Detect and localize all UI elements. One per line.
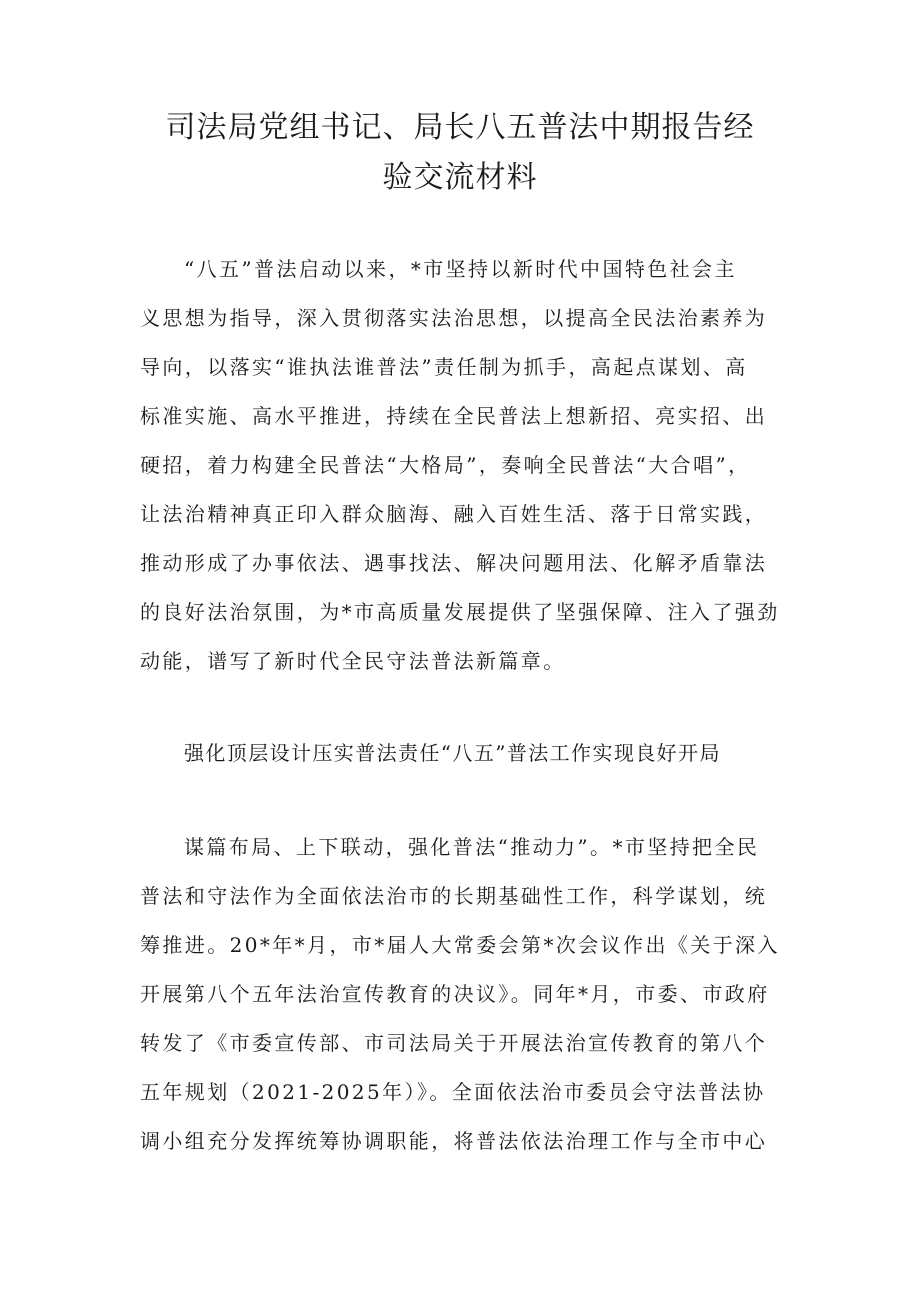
paragraph-2-line-7: 调小组充分发挥统筹协调职能，将普法依法治理工作与全市中心 [140,1129,768,1153]
paragraph-1-line-2: 义思想为指导，深入贯彻落实法治思想，以提高全民法治素养为 [140,306,768,330]
document-title-line-2: 验交流材料 [382,160,538,195]
paragraph-2-line-3: 筹推进。20*年*月，市*届人大常委会第*次会议作出《关于深入 [140,933,780,957]
paragraph-1-line-6: 让法治精神真正印入群众脑海、融入百姓生活、落于日常实践， [140,502,768,526]
paragraph-1-line-7: 推动形成了办事依法、遇事找法、解决问题用法、化解矛盾靠法 [140,551,768,575]
paragraph-2-line-6: 五年规划（2021-2025年）》。全面依法治市委员会守法普法协 [140,1080,766,1104]
paragraph-1-line-1: “八五”普法启动以来，*市坚持以新时代中国特色社会主 [184,257,737,281]
section-heading: 强化顶层设计压实普法责任“八五”普法工作实现良好开局 [184,741,721,765]
paragraph-1-line-4: 标准实施、高水平推进，持续在全民普法上想新招、亮实招、出 [140,404,768,428]
paragraph-2-line-2: 普法和守法作为全面依法治市的长期基础性工作，科学谋划，统 [140,884,768,908]
paragraph-1-line-5: 硬招，着力构建全民普法“大格局”，奏响全民普法“大合唱”， [140,453,751,477]
paragraph-1-line-9: 动能，谱写了新时代全民守法普法新篇章。 [140,649,566,673]
document-title-line-1: 司法局党组书记、局长八五普法中期报告经 [165,110,755,145]
paragraph-1-line-8: 的良好法治氛围，为*市高质量发展提供了坚强保障、注入了强劲 [140,600,780,624]
paragraph-2-line-4: 开展第八个五年法治宣传教育的决议》。同年*月，市委、市政府 [140,982,770,1006]
paragraph-1-line-3: 导向，以落实“谁执法谁普法”责任制为抓手，高起点谋划、高 [140,355,748,379]
paragraph-2-line-1: 谋篇布局、上下联动，强化普法“推动力”。*市坚持把全民 [184,835,760,859]
paragraph-2-line-5: 转发了《市委宣传部、市司法局关于开展法治宣传教育的第八个 [140,1031,768,1055]
